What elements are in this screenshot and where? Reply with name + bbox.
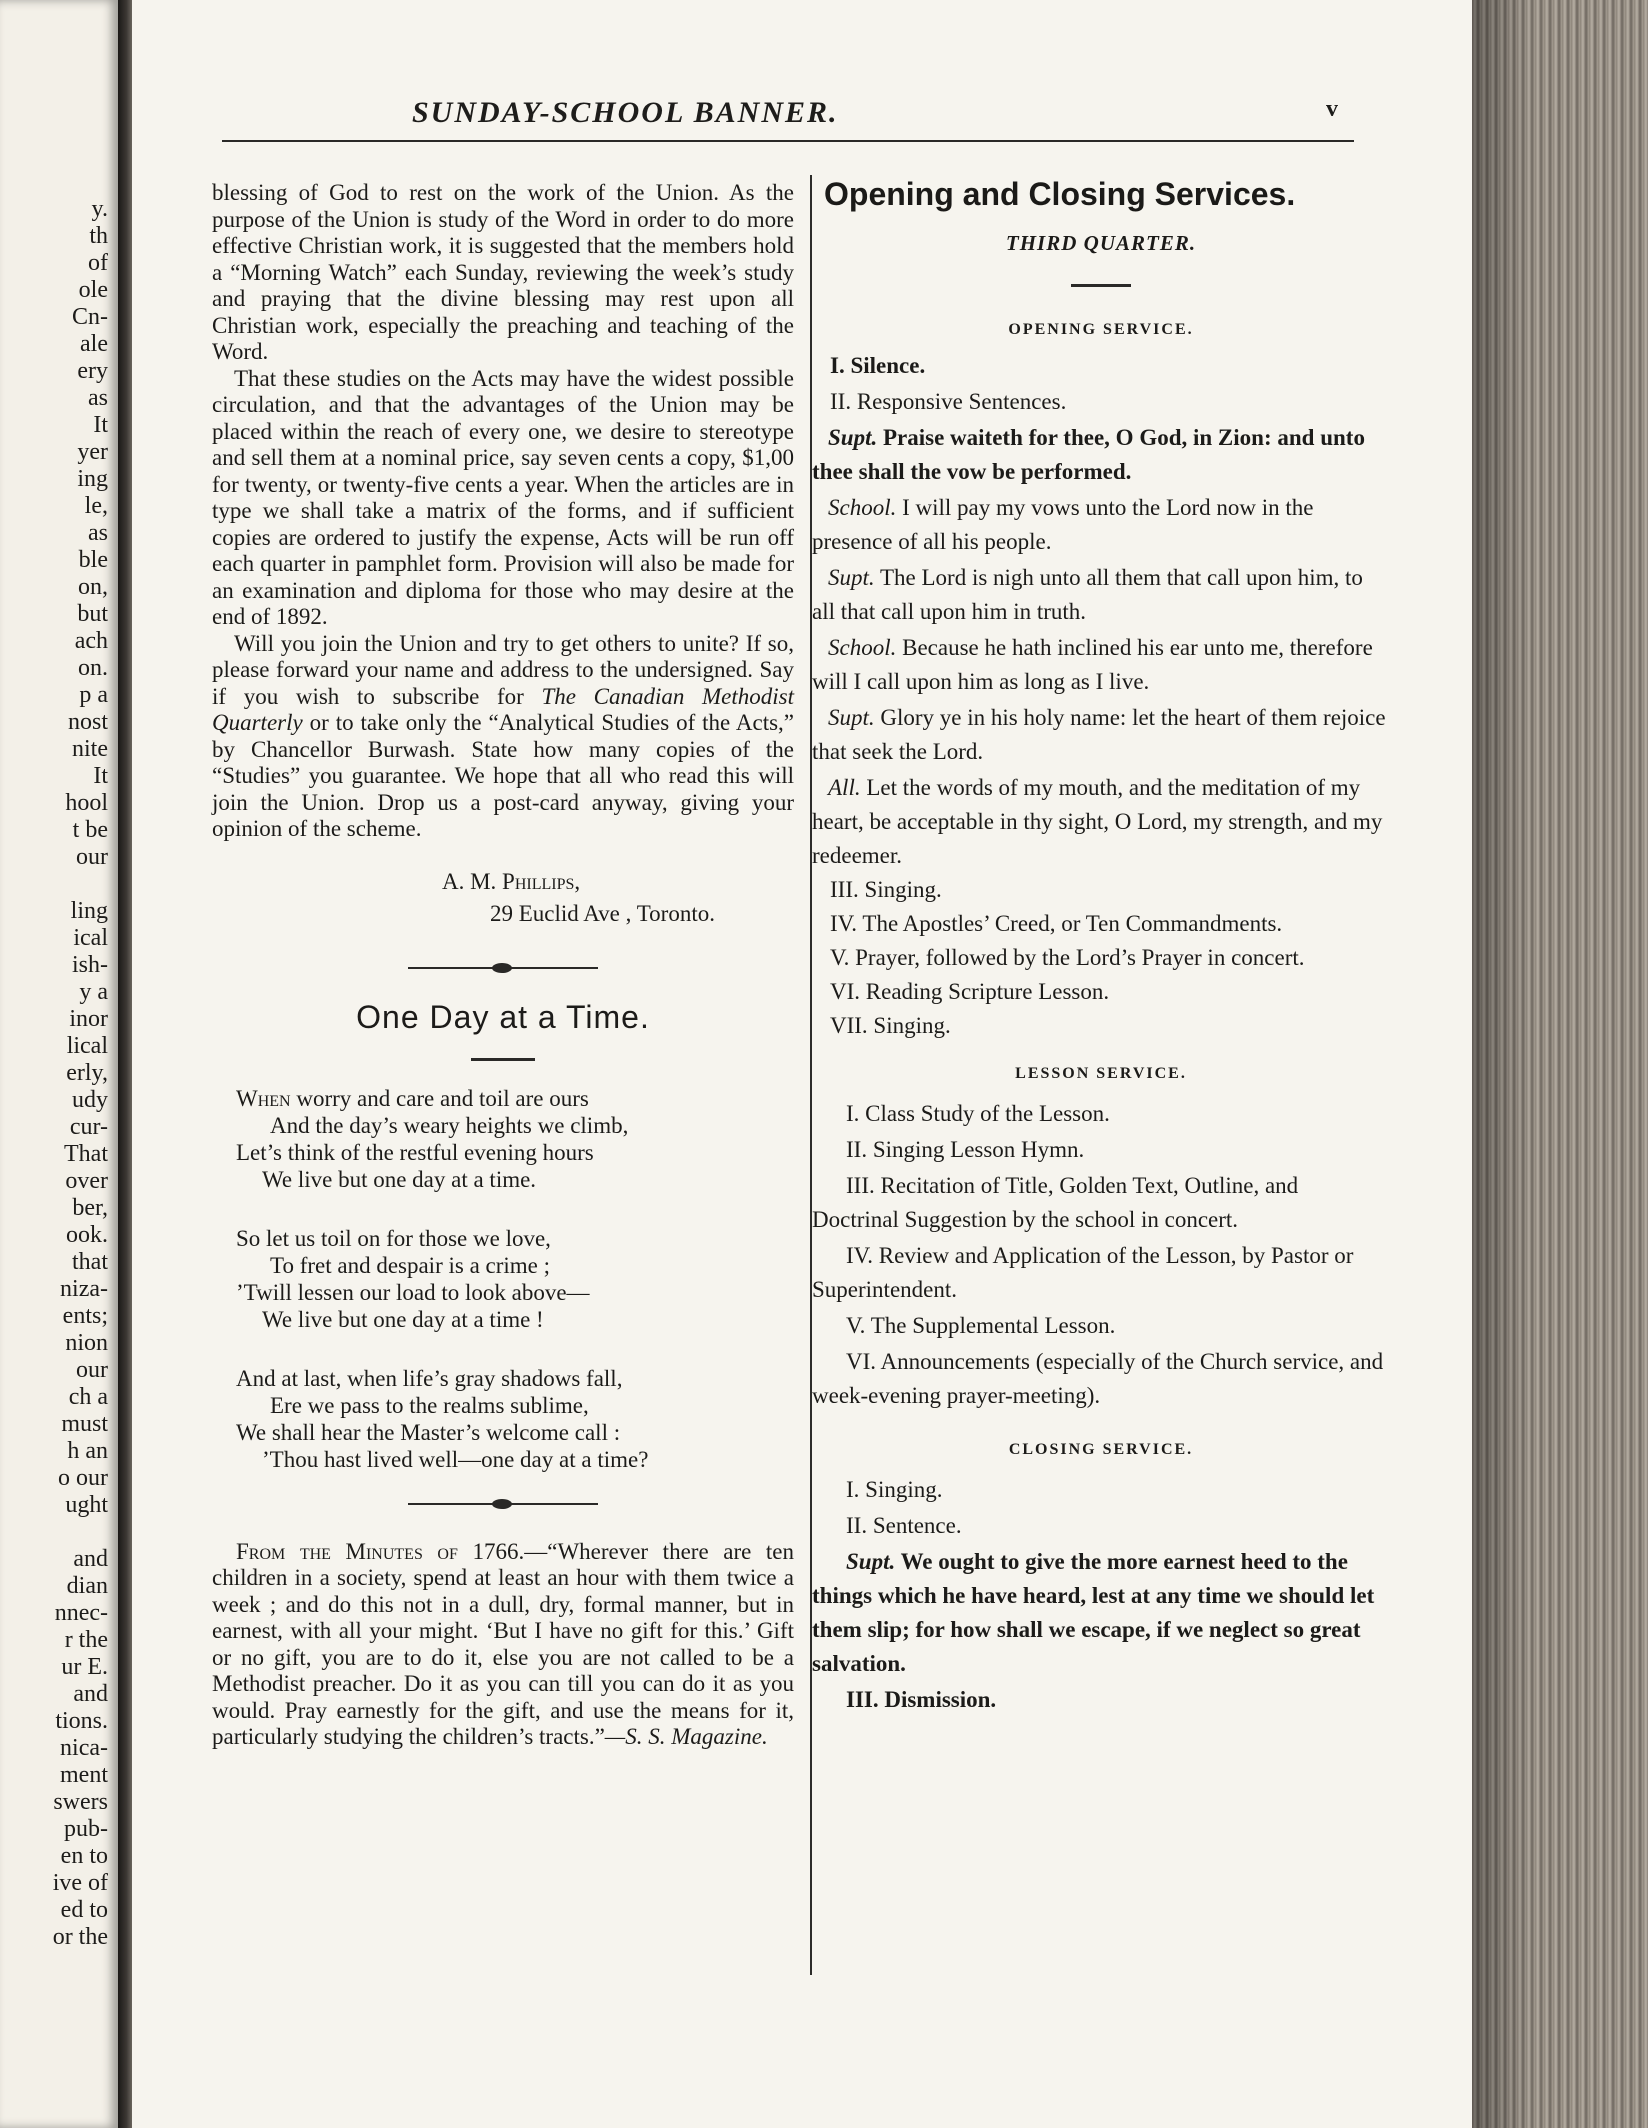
- previous-page-fragment: nica-: [60, 1735, 108, 1761]
- previous-page-fragment: le,: [84, 493, 108, 519]
- previous-page-fragment: It: [93, 763, 108, 789]
- poem-line: worry and care and toil are ours: [290, 1085, 589, 1111]
- paragraph-studies-text: That these studies on the Acts may have the widest possible circulation, and that the advantages of the Union may be placed within the reach of every one, we desire to stereotype and sell them at a nominal price, say seven cents a copy, $1,00 for twenty, or twenty-five cents a year. When the articles are in type we shall take a matrix of the forms, and if sufficient copies are ordered to justify the expense, Acts will be run off each quarter in pamphlet form. Provision will also be made for an examination and diploma for those who may desire at the end of 1892.: [212, 365, 794, 629]
- poem-line: ’Twill lessen our load to look above—: [236, 1279, 590, 1305]
- speaker: School.: [828, 635, 897, 660]
- previous-page-fragment: h an: [67, 1438, 108, 1464]
- previous-page-fragment: p a: [79, 682, 108, 708]
- previous-page-fragment: niza-: [60, 1276, 108, 1302]
- lesson-item: I. Class Study of the Lesson.: [846, 1101, 1110, 1126]
- previous-page-fragment: ling: [70, 898, 108, 924]
- poem-line: And the day’s weary heights we climb,: [270, 1112, 629, 1138]
- sentence-text: The Lord is nigh unto all them that call upon him, to all that call upon him in truth.: [812, 565, 1363, 624]
- opening-item: VII. Singing.: [830, 1013, 951, 1038]
- short-rule: [1071, 284, 1131, 287]
- paragraph-join-union: [212, 631, 794, 843]
- previous-page-fragment: nnec-: [54, 1600, 108, 1626]
- previous-page-fragment: y.: [91, 196, 108, 222]
- previous-page-fragment: t be: [72, 817, 108, 843]
- poem-line: Let’s think of the restful evening hours: [236, 1139, 594, 1165]
- previous-page-fragment: o our: [58, 1465, 108, 1491]
- sentence-text: We ought to give the more earnest heed to the things which he have heard, lest at any time we should let them slip; for how shall we escape, if we neglect so great salvation.: [812, 1549, 1375, 1676]
- lesson-item: III. Recitation of Title, Golden Text, Outline, and Doctrinal Suggestion by the school in concert.: [812, 1173, 1299, 1232]
- poem-stanza: [236, 1365, 794, 1473]
- previous-page-fragment: pub-: [64, 1816, 108, 1842]
- previous-page-fragment: udy: [72, 1087, 108, 1113]
- poem-first-word: When: [236, 1085, 291, 1111]
- sentence-text: Praise waiteth for thee, O God, in Zion: and unto thee shall the vow be performed.: [812, 425, 1365, 484]
- previous-page-fragment: ical: [73, 925, 108, 951]
- previous-page-fragment: nite: [72, 736, 108, 762]
- previous-page-fragment: lical: [66, 1033, 108, 1059]
- previous-page-fragment: ish-: [72, 952, 108, 978]
- ornamental-rule: [408, 967, 598, 969]
- page-number: v: [1326, 96, 1338, 122]
- previous-page-fragment: but: [77, 601, 108, 627]
- left-column: [212, 180, 794, 1751]
- previous-page-fragment: of: [88, 250, 108, 276]
- previous-page-fragment: ach: [74, 628, 108, 654]
- lesson-item: II. Singing Lesson Hymn.: [846, 1137, 1085, 1162]
- ornamental-rule: [408, 1503, 598, 1505]
- previous-page-fragment: It: [93, 412, 108, 438]
- previous-page-fragment: ery: [77, 358, 108, 384]
- minutes-source: —S. S. Magazine.: [604, 1724, 768, 1749]
- running-head: SUNDAY-SCHOOL BANNER.: [412, 96, 839, 129]
- previous-page-fragment: ber,: [72, 1195, 108, 1221]
- previous-page-fragment: on,: [78, 574, 108, 600]
- right-column: [812, 170, 1390, 1717]
- minutes-paragraph: [212, 1539, 794, 1751]
- previous-page-fragment: dian: [66, 1573, 108, 1599]
- opening-item: I. Silence.: [830, 353, 926, 378]
- responsive-sentence: [812, 561, 1390, 629]
- poem-title: One Day at a Time.: [356, 998, 650, 1035]
- previous-page-fragment: ur E.: [61, 1654, 108, 1680]
- previous-page-fragment: ment: [60, 1762, 108, 1788]
- responsive-sentence: [812, 421, 1390, 489]
- sentence-text: Glory ye in his holy name: let the heart of them rejoice that seek the Lord.: [812, 705, 1386, 764]
- signature-address: 29 Euclid Ave , Toronto.: [490, 900, 715, 926]
- signature-name: A. M. Phillips,: [442, 868, 581, 894]
- previous-page-fragment: th: [89, 223, 108, 249]
- previous-page-fragment: inor: [69, 1006, 108, 1032]
- previous-page-fragment: ing: [77, 466, 108, 492]
- closing-item: II. Sentence.: [846, 1513, 962, 1538]
- opening-item: III. Singing.: [830, 877, 942, 902]
- opening-service-heading: OPENING SERVICE.: [1008, 321, 1194, 338]
- closing-sentence: [812, 1545, 1390, 1681]
- speaker: Supt.: [828, 425, 878, 450]
- minutes-text: —“Wherever there are ten children in a society, spend at least an hour with them twice a week ; and do this not in a dull, dry, formal manner, but in earnest, with all your might. ‘But I have no gift for this.’ Gift or no gift, you are to do it, else you are not called to be a Methodist preacher. Do it as you can till you can do it as you would. Pray earnestly for the gift, and use the means for it, particularly studying the children’s tracts.”: [212, 1538, 794, 1749]
- poem-line: ’Thou hast lived well—one day at a time?: [262, 1446, 649, 1472]
- minutes-lead: From the Minutes of 1766.: [236, 1538, 525, 1564]
- previous-page-fragment: or the: [52, 1924, 108, 1950]
- opening-item: VI. Reading Scripture Lesson.: [830, 979, 1110, 1004]
- previous-page-fragment: ook.: [66, 1222, 108, 1248]
- previous-page-fragment: ive of: [52, 1870, 108, 1896]
- previous-page-fragment: must: [61, 1411, 108, 1437]
- opening-item: II. Responsive Sentences.: [830, 389, 1067, 414]
- closing-item: III. Dismission.: [846, 1687, 997, 1712]
- opening-item: V. Prayer, followed by the Lord’s Prayer in concert.: [830, 945, 1305, 970]
- poem-line: We shall hear the Master’s welcome call :: [236, 1419, 621, 1445]
- speaker: Supt.: [846, 1549, 896, 1574]
- lesson-item: V. The Supplemental Lesson.: [846, 1313, 1116, 1338]
- previous-page-fragment: as: [88, 385, 108, 411]
- responsive-sentence: [812, 631, 1390, 699]
- previous-page-fragment: cur-: [69, 1114, 108, 1140]
- speaker: Supt.: [828, 705, 875, 730]
- speaker: School.: [828, 495, 897, 520]
- responsive-sentence: [812, 701, 1390, 769]
- sentence-text: Because he hath inclined his ear unto me, therefore will I call upon him as long as I live.: [812, 635, 1373, 694]
- previous-page-fragment: and: [73, 1681, 108, 1707]
- page-edges: [1472, 0, 1648, 2128]
- previous-page-fragment: over: [65, 1168, 108, 1194]
- responsive-sentence: [812, 491, 1390, 559]
- poem-line: We live but one day at a time !: [262, 1306, 544, 1332]
- poem-line: We live but one day at a time.: [262, 1166, 537, 1192]
- join-text-a: Will you join the Union and try to get others to unite? If so, please forward your name and address to the undersigned. Say if you wish to subscribe for: [212, 630, 794, 709]
- previous-page-fragment: ught: [65, 1492, 108, 1518]
- previous-page-fragment: nost: [67, 709, 108, 735]
- closing-item: I. Singing.: [846, 1477, 943, 1502]
- previous-page-fragment: and: [73, 1546, 108, 1572]
- poem-line: To fret and despair is a crime ;: [270, 1252, 551, 1278]
- sentence-text: Let the words of my mouth, and the meditation of my heart, be acceptable in thy sight, O Lord, my strength, and my redeemer.: [812, 775, 1383, 868]
- speaker: All.: [828, 775, 861, 800]
- paragraph-studies: [212, 366, 794, 631]
- quarter-subtitle: THIRD QUARTER.: [1005, 231, 1197, 255]
- poem-line: Ere we pass to the realms sublime,: [270, 1392, 589, 1418]
- previous-page-fragment: our: [76, 1357, 108, 1383]
- previous-page-fragment: ch a: [68, 1384, 108, 1410]
- header-rule: [222, 140, 1354, 142]
- previous-page-fragment: ole: [78, 277, 108, 303]
- previous-page-fragment: That: [64, 1141, 108, 1167]
- previous-page-fragment: yer: [77, 439, 108, 465]
- short-rule: [471, 1058, 535, 1061]
- previous-page-fragment: swers: [53, 1789, 108, 1815]
- lesson-item: VI. Announcements (especially of the Church service, and week-evening prayer-meeting).: [812, 1349, 1384, 1408]
- poem: [236, 1085, 794, 1473]
- opening-item: IV. The Apostles’ Creed, or Ten Commandments.: [830, 911, 1283, 936]
- previous-page-edge: [0, 0, 118, 2128]
- sentence-text: I will pay my vows unto the Lord now in the presence of all his people.: [812, 495, 1314, 554]
- closing-service-heading: CLOSING SERVICE.: [1008, 1441, 1194, 1458]
- previous-page-fragment: ents;: [62, 1303, 108, 1329]
- responsive-sentence: [812, 771, 1390, 873]
- previous-page-fragment: y a: [79, 979, 108, 1005]
- previous-page-fragment: tions.: [55, 1708, 108, 1734]
- poem-stanza: [236, 1085, 794, 1193]
- poem-line: So let us toil on for those we love,: [236, 1225, 551, 1251]
- previous-page-fragment: hool: [65, 790, 108, 816]
- previous-page-fragment: ed to: [60, 1897, 108, 1923]
- services-title: Opening and Closing Services.: [824, 176, 1296, 212]
- previous-page-fragment: nion: [65, 1330, 108, 1356]
- previous-page-fragment: that: [72, 1249, 108, 1275]
- speaker: Supt.: [828, 565, 875, 590]
- previous-page-fragment: r the: [64, 1627, 108, 1653]
- previous-page-fragment: our: [76, 844, 108, 870]
- poem-stanza: [236, 1225, 794, 1333]
- previous-page-fragment: ble: [78, 547, 108, 573]
- book-gutter: [118, 0, 132, 2128]
- previous-page-fragment: en to: [60, 1843, 108, 1869]
- quarterly-title: The Canadian Methodist Quarterly: [212, 683, 794, 735]
- previous-page-fragment: ale: [80, 331, 108, 357]
- previous-page-fragment: on.: [78, 655, 108, 681]
- poem-line: And at last, when life’s gray shadows fall,: [236, 1365, 623, 1391]
- paragraph-union-purpose: blessing of God to rest on the work of the Union. As the purpose of the Union is study of the Word in order to do more effective Christian work, it is suggested that the members hold a “Morning Watch” each Sunday, reviewing the week’s study and praying that the divine blessing may rest upon all Christian work, especially the preaching and teaching of the Word.: [212, 180, 794, 364]
- previous-page-fragment: Cn-: [72, 304, 108, 330]
- previous-page-fragment: erly,: [66, 1060, 108, 1086]
- join-text-b: or to take only the “Analytical Studies of the Acts,” by Chancellor Burwash. State how many copies of the “Studies” you guarantee. We hope that all who read this will join the Union. Drop us a post-card anyway, giving your opinion of the scheme.: [212, 710, 794, 841]
- lesson-service-heading: LESSON SERVICE.: [1015, 1065, 1187, 1082]
- lesson-item: IV. Review and Application of the Lesson, by Pastor or Superintendent.: [812, 1243, 1354, 1302]
- previous-page-fragment: as: [88, 520, 108, 546]
